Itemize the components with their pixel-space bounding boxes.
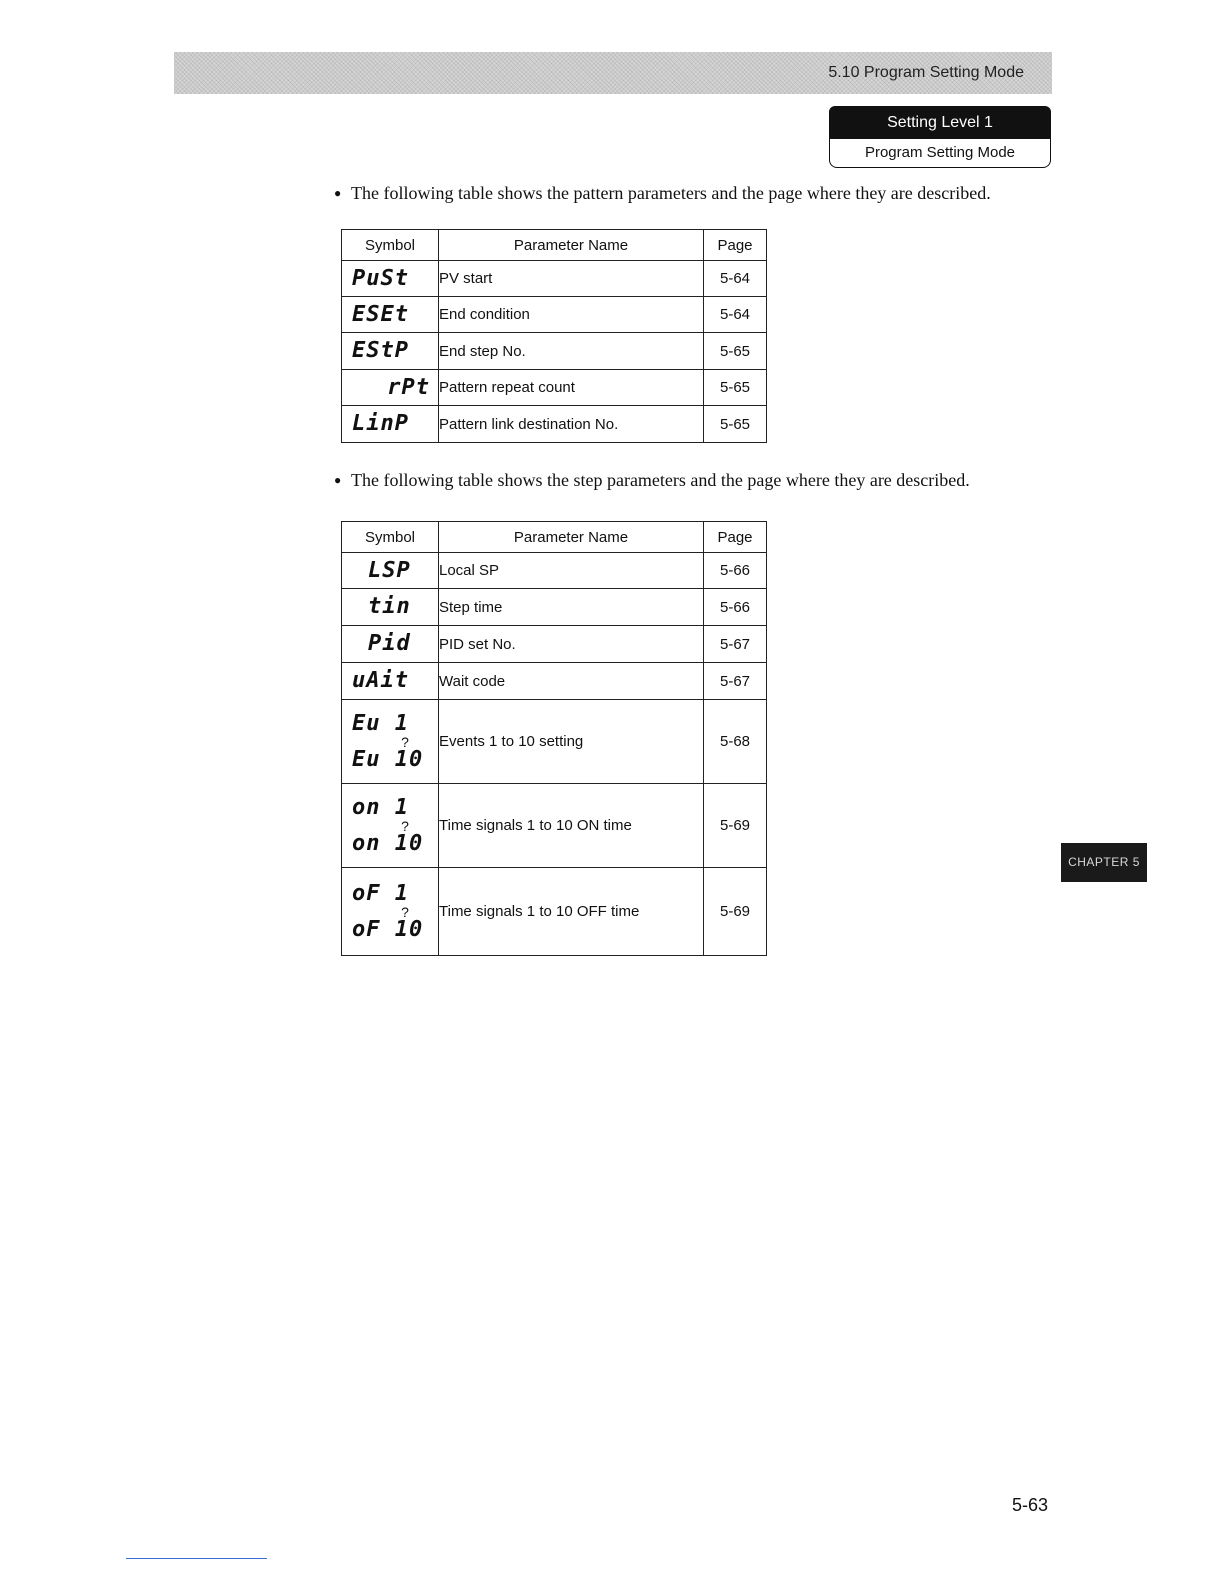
symbol-cell bbox=[342, 370, 439, 406]
table-row bbox=[342, 370, 767, 406]
symbol-cell bbox=[342, 297, 439, 333]
symbol-cell bbox=[342, 589, 439, 626]
setting-level-label: Setting Level 1 bbox=[829, 106, 1051, 139]
page-cell: 5-65 bbox=[704, 333, 767, 370]
segment-symbol: Pid bbox=[368, 631, 411, 656]
symbol-cell bbox=[342, 553, 439, 589]
segment-symbol-end: on 10 bbox=[352, 830, 424, 856]
bullet-icon: ● bbox=[334, 186, 342, 200]
symbol-cell bbox=[342, 261, 439, 297]
bullet-icon: ● bbox=[334, 473, 342, 487]
chapter-tab: CHAPTER 5 bbox=[1061, 843, 1147, 882]
range-mark: ? bbox=[401, 817, 409, 834]
symbol-header: Symbol bbox=[342, 230, 439, 261]
page-header: Page bbox=[704, 230, 767, 261]
parameter-name-cell: PV start bbox=[439, 261, 704, 297]
table-row bbox=[342, 700, 767, 784]
table-header-row bbox=[342, 230, 767, 261]
intro-pattern-parameters bbox=[334, 183, 1064, 204]
step-parameters-table bbox=[341, 521, 767, 956]
program-setting-mode-label: Program Setting Mode bbox=[829, 139, 1051, 168]
setting-level-box bbox=[829, 106, 1051, 170]
header-band bbox=[174, 52, 1052, 94]
segment-symbol: EStP bbox=[352, 338, 409, 363]
table-row bbox=[342, 589, 767, 626]
table-row bbox=[342, 626, 767, 663]
table-row bbox=[342, 406, 767, 443]
table-row bbox=[342, 663, 767, 700]
segment-symbol: PuSt bbox=[352, 265, 409, 291]
table-row bbox=[342, 784, 767, 868]
parameter-name-cell: Pattern repeat count bbox=[439, 370, 704, 406]
parameter-name-cell: Pattern link destination No. bbox=[439, 406, 704, 443]
parameter-name-cell: Events 1 to 10 setting bbox=[439, 700, 704, 784]
table-row bbox=[342, 868, 767, 956]
segment-symbol-end: oF 10 bbox=[352, 916, 424, 942]
page-cell: 5-65 bbox=[704, 406, 767, 443]
table-row bbox=[342, 333, 767, 370]
segment-symbol-end: Eu 10 bbox=[352, 746, 424, 772]
table-row bbox=[342, 553, 767, 589]
range-mark: ? bbox=[401, 733, 409, 750]
symbol-cell bbox=[342, 333, 439, 370]
parameter-name-cell: End condition bbox=[439, 297, 704, 333]
parameter-name-cell: Step time bbox=[439, 589, 704, 626]
parameter-name-cell: Wait code bbox=[439, 663, 704, 700]
page-cell: 5-69 bbox=[704, 784, 767, 868]
table-header-row bbox=[342, 522, 767, 553]
page-cell: 5-66 bbox=[704, 553, 767, 589]
parameter-name-cell: Time signals 1 to 10 ON time bbox=[439, 784, 704, 868]
segment-symbol: tin bbox=[368, 594, 411, 619]
page-cell: 5-65 bbox=[704, 370, 767, 406]
page-number: 5-63 bbox=[1012, 1495, 1049, 1515]
symbol-cell bbox=[342, 868, 439, 956]
parameter-name-cell: Local SP bbox=[439, 553, 704, 589]
segment-symbol: rPt bbox=[387, 374, 430, 400]
footer-rule bbox=[126, 1558, 267, 1559]
intro-text: The following table shows the pattern parameters and the page where they are described. bbox=[351, 183, 991, 203]
segment-symbol: LinP bbox=[352, 411, 409, 436]
intro-text: The following table shows the step parameters and the page where they are described. bbox=[351, 470, 970, 490]
parameter-name-header: Parameter Name bbox=[439, 522, 704, 553]
segment-symbol-start: Eu 1 bbox=[352, 710, 409, 736]
parameter-name-cell: PID set No. bbox=[439, 626, 704, 663]
table-row bbox=[342, 261, 767, 297]
intro-step-parameters bbox=[334, 470, 1064, 491]
segment-symbol: ESEt bbox=[352, 301, 409, 327]
parameter-name-header: Parameter Name bbox=[439, 230, 704, 261]
symbol-header: Symbol bbox=[342, 522, 439, 553]
page-cell: 5-64 bbox=[704, 261, 767, 297]
segment-symbol-start: on 1 bbox=[352, 794, 409, 820]
page-cell: 5-66 bbox=[704, 589, 767, 626]
page-cell: 5-64 bbox=[704, 297, 767, 333]
pattern-parameters-table bbox=[341, 229, 767, 443]
segment-symbol: uAit bbox=[352, 668, 409, 693]
parameter-name-cell: Time signals 1 to 10 OFF time bbox=[439, 868, 704, 956]
segment-symbol: LSP bbox=[368, 557, 411, 583]
page-header: Page bbox=[704, 522, 767, 553]
page-cell: 5-67 bbox=[704, 626, 767, 663]
segment-symbol-start: oF 1 bbox=[352, 880, 409, 906]
symbol-cell bbox=[342, 700, 439, 784]
page-cell: 5-67 bbox=[704, 663, 767, 700]
parameter-name-cell: End step No. bbox=[439, 333, 704, 370]
table-row bbox=[342, 297, 767, 333]
page-cell: 5-69 bbox=[704, 868, 767, 956]
page-cell: 5-68 bbox=[704, 700, 767, 784]
symbol-cell bbox=[342, 406, 439, 443]
section-title: 5.10 Program Setting Mode bbox=[828, 64, 1024, 81]
range-mark: ? bbox=[401, 903, 409, 920]
symbol-cell bbox=[342, 784, 439, 868]
symbol-cell bbox=[342, 663, 439, 700]
symbol-cell bbox=[342, 626, 439, 663]
